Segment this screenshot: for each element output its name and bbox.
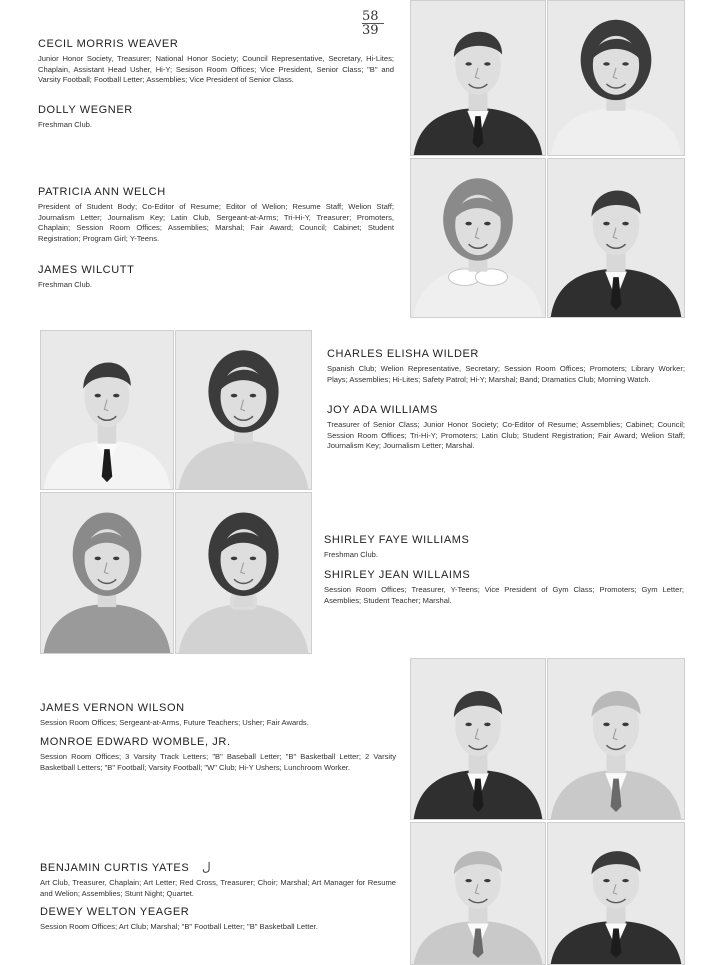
student-entry-joy-williams — [327, 404, 685, 460]
student-activities: Session Room Offices; Treasurer, Y-Teens; Vice President of Gym Class; Promoters; Gym Letter; Asemblies; Student Teacher; Marshal. — [324, 585, 684, 605]
handwritten-mark: ل — [202, 860, 211, 874]
student-name: SHIRLEY FAYE WILLIAMS — [324, 534, 470, 546]
portrait-photo — [175, 330, 312, 490]
portrait-photo — [547, 658, 685, 820]
student-name: JAMES VERNON WILSON — [40, 702, 185, 714]
student-name: SHIRLEY JEAN WILLAIMS — [324, 569, 471, 581]
student-name: BENJAMIN CURTIS YATES — [40, 862, 190, 874]
student-activities: Junior Honor Society, Treasurer; National Honor Society; Council Representative, Secretary, Hi-Lites; Chaplain, Assistant Head Usher, Hi-Y; Sesison Room Offices; Vice President, Senior Class; "B" and Varsity Football; Football Letter; Assemblies; Vice President of Senior Class. — [38, 54, 394, 84]
student-entry-welch — [38, 186, 394, 252]
student-name: JOY ADA WILLIAMS — [327, 404, 438, 416]
student-name: DOLLY WEGNER — [38, 104, 133, 116]
student-name: PATRICIA ANN WELCH — [38, 186, 166, 198]
portrait-photo — [410, 822, 546, 965]
page-number-bottom: 39 — [362, 23, 379, 38]
portrait-photo — [410, 0, 546, 156]
student-activities: President of Student Body; Co-Editor of Resume; Editor of Welion; Resume Staff; Welion Staff; Journalism Letter; Journalism Key; Latin Club, Sergeant-at-Arms; Tri-Hi-Y, Treasurer; Promoters, Chaplain; Session Room Offices; Assemblies; Marshal; Fair Award; Council; Cabinet; Student Registration; Program Girl; Y-Teens. — [38, 202, 394, 243]
student-entry-yeager — [40, 906, 396, 941]
student-entry-wilcutt — [38, 264, 394, 299]
student-activities: Spanish Club; Welion Representative, Secretary; Session Room Offices; Promoters; Library Worker; Plays; Assemblies; Hi-Lites; Safety Patrol; Hi-Y; Marshal; Band; Dramatics Club; Morning Watch. — [327, 364, 685, 384]
portrait-photo — [547, 822, 685, 965]
student-name: CECIL MORRIS WEAVER — [38, 38, 179, 50]
portrait-photo — [40, 330, 174, 490]
portrait-photo — [547, 0, 685, 156]
student-activities: Treasurer of Senior Class; Junior Honor Society; Co-Editor of Resume; Assemblies; Cabinet; Council; Session Room Offices; Tri-Hi-Y; Promoters; Latin Club; Student Registration; Fair Award; Welion Staff; Journalism Key; Journalism Letter; Marshal. — [327, 420, 685, 450]
handwritten-page-number — [362, 10, 384, 37]
student-entry-wegner — [38, 104, 394, 139]
student-activities: Session Room Offices; 3 Varsity Track Letters; "B" Baseball Letter; "B" Basketball Letter; 2 Varsity Basketball Letters; "B" Football; Varsity Football; "W" Club; Hi-Y Ushers; Lunchroom Worker. — [40, 752, 396, 772]
portrait-photo — [547, 158, 685, 318]
student-activities: Freshman Club. — [38, 120, 93, 129]
student-activities: Freshman Club. — [324, 550, 379, 559]
student-name: JAMES WILCUTT — [38, 264, 135, 276]
student-name: DEWEY WELTON YEAGER — [40, 906, 190, 918]
student-entry-womble — [40, 736, 396, 781]
student-entry-weaver — [38, 38, 394, 94]
portrait-photo — [410, 158, 546, 318]
student-name: CHARLES ELISHA WILDER — [327, 348, 479, 360]
page-number-top: 58 — [362, 9, 379, 24]
student-entry-wilder — [327, 348, 685, 393]
student-activities: Session Room Offices; Art Club; Marshal; "B" Football Letter; "B" Basketball Letter. — [40, 922, 318, 931]
portrait-photo — [410, 658, 546, 820]
student-name: MONROE EDWARD WOMBLE, JR. — [40, 736, 231, 748]
student-activities: Art Club, Treasurer, Chaplain; Art Letter; Red Cross, Treasurer; Choir; Marshal; Art Manager for Resume and Welion; Assemblies; Stunt Night; Quartet. — [40, 878, 396, 898]
student-entry-shirley-faye-williams — [324, 534, 684, 569]
student-entry-shirley-jean-williams — [324, 569, 684, 614]
student-entry-yates — [40, 862, 396, 907]
student-activities: Session Room Offices; Sergeant-at-Arms, Future Teachers; Usher; Fair Awards. — [40, 718, 309, 727]
student-activities: Freshman Club. — [38, 280, 93, 289]
portrait-photo — [175, 492, 312, 654]
portrait-photo — [40, 492, 174, 654]
student-entry-wilson — [40, 702, 396, 737]
